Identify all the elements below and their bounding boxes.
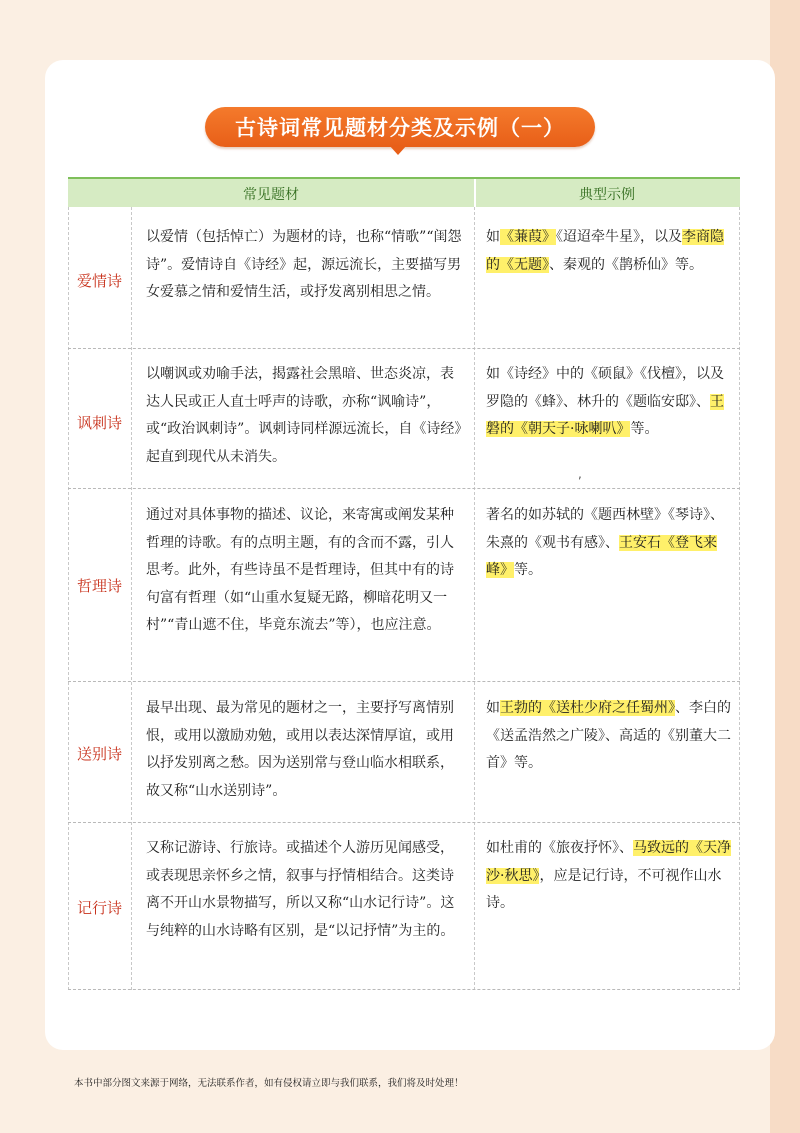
example-highlight: 王磐的《朝天子·咏喇叭》 <box>486 393 724 437</box>
table-row <box>68 823 740 990</box>
row-example: 如《蒹葭》《迢迢牵牛星》，以及李商隐的《无题》、秦观的《鹊桥仙》等。 <box>486 229 724 273</box>
row-description: 以爱情（包括悼亡）为题材的诗，也称“情歌”“闺怨诗”。爱情诗自《诗经》起，源远流长，主要描写男女爱慕之情和爱情生活，或抒发离别相思之情。 <box>146 229 462 300</box>
example-highlight: 《蒹葭》 <box>500 229 556 245</box>
header-example: 典型示例 <box>579 187 635 203</box>
row-category: 哲理诗 <box>76 577 122 595</box>
row-category: 记行诗 <box>76 899 122 917</box>
row-description: 以嘲讽或劝喻手法，揭露社会黑暗、世态炎凉，表达人民或正人直士呼声的诗歌，亦称“讽喻诗”，或“政治讽刺诗”。讽刺诗同样源远流长，自《诗经》起直到现代从未消失。 <box>146 366 462 465</box>
row-description: 通过对具体事物的描述、议论，来寄寓或阐发某种哲理的诗歌。有的点明主题，有的含而不露，引人思考。此外，有些诗虽不是哲理诗，但其中有的诗句富有哲理（如“山重水复疑无路，柳暗花明又一村”“青山遮不住，毕竟东流去”等），也应注意。 <box>146 507 454 633</box>
title-pointer <box>389 145 407 155</box>
poetry-table <box>68 177 740 990</box>
row-example: 如《诗经》中的《硕鼠》《伐檀》，以及罗隐的《蜂》、林升的《题临安邸》、王磐的《朝天子·咏喇叭》等。 <box>486 366 724 437</box>
page-title: 古诗词常见题材分类及示例（一） <box>205 107 595 147</box>
row-description: 又称记游诗、行旅诗。或描述个人游历见闻感受，或表现思亲怀乡之情，叙事与抒情相结合。这类诗离不开山水景物描写，所以又称“山水记行诗”。这与纯粹的山水诗略有区别，是“以记抒情”为主的。 <box>146 840 455 939</box>
row-example: 著名的如苏轼的《题西林壁》《琴诗》、朱熹的《观书有感》、王安石《登飞来峰》等。 <box>486 507 724 578</box>
row-category: 讽刺诗 <box>76 414 122 432</box>
header-topic: 常见题材 <box>243 187 299 203</box>
example-highlight: 李商隐的《无题》 <box>486 229 724 273</box>
footer-disclaimer: 本书中部分图文来源于网络，无法联系作者，如有侵权请立即与我们联系，我们将及时处理！ <box>74 1078 464 1089</box>
row-category: 送别诗 <box>76 745 122 763</box>
table-header <box>68 177 740 207</box>
example-highlight: 王安石《登飞来峰》 <box>486 534 717 578</box>
row-example: 如杜甫的《旅夜抒怀》、马致远的《天净沙·秋思》，应是记行诗，不可视作山水诗。 <box>486 840 731 911</box>
example-highlight: 马致远的《天净沙·秋思》 <box>486 840 731 884</box>
table-row <box>68 349 740 489</box>
row-category: 爱情诗 <box>76 272 122 290</box>
table-row <box>68 489 740 682</box>
row-description: 最早出现、最为常见的题材之一，主要抒写离情别恨，或用以激励劝勉，或用以表达深情厚谊，或用以抒发别离之愁。因为送别常与登山临水相联系，故又称“山水送别诗”。 <box>146 700 454 799</box>
table-row <box>68 207 740 349</box>
row-example: 如王勃的《送杜少府之任蜀州》、李白的《送孟浩然之广陵》、高适的《别董大二首》等。 <box>486 700 731 771</box>
table-row <box>68 682 740 823</box>
stray-mark: , <box>578 467 582 481</box>
example-highlight: 王勃的《送杜少府之任蜀州》 <box>500 700 675 716</box>
